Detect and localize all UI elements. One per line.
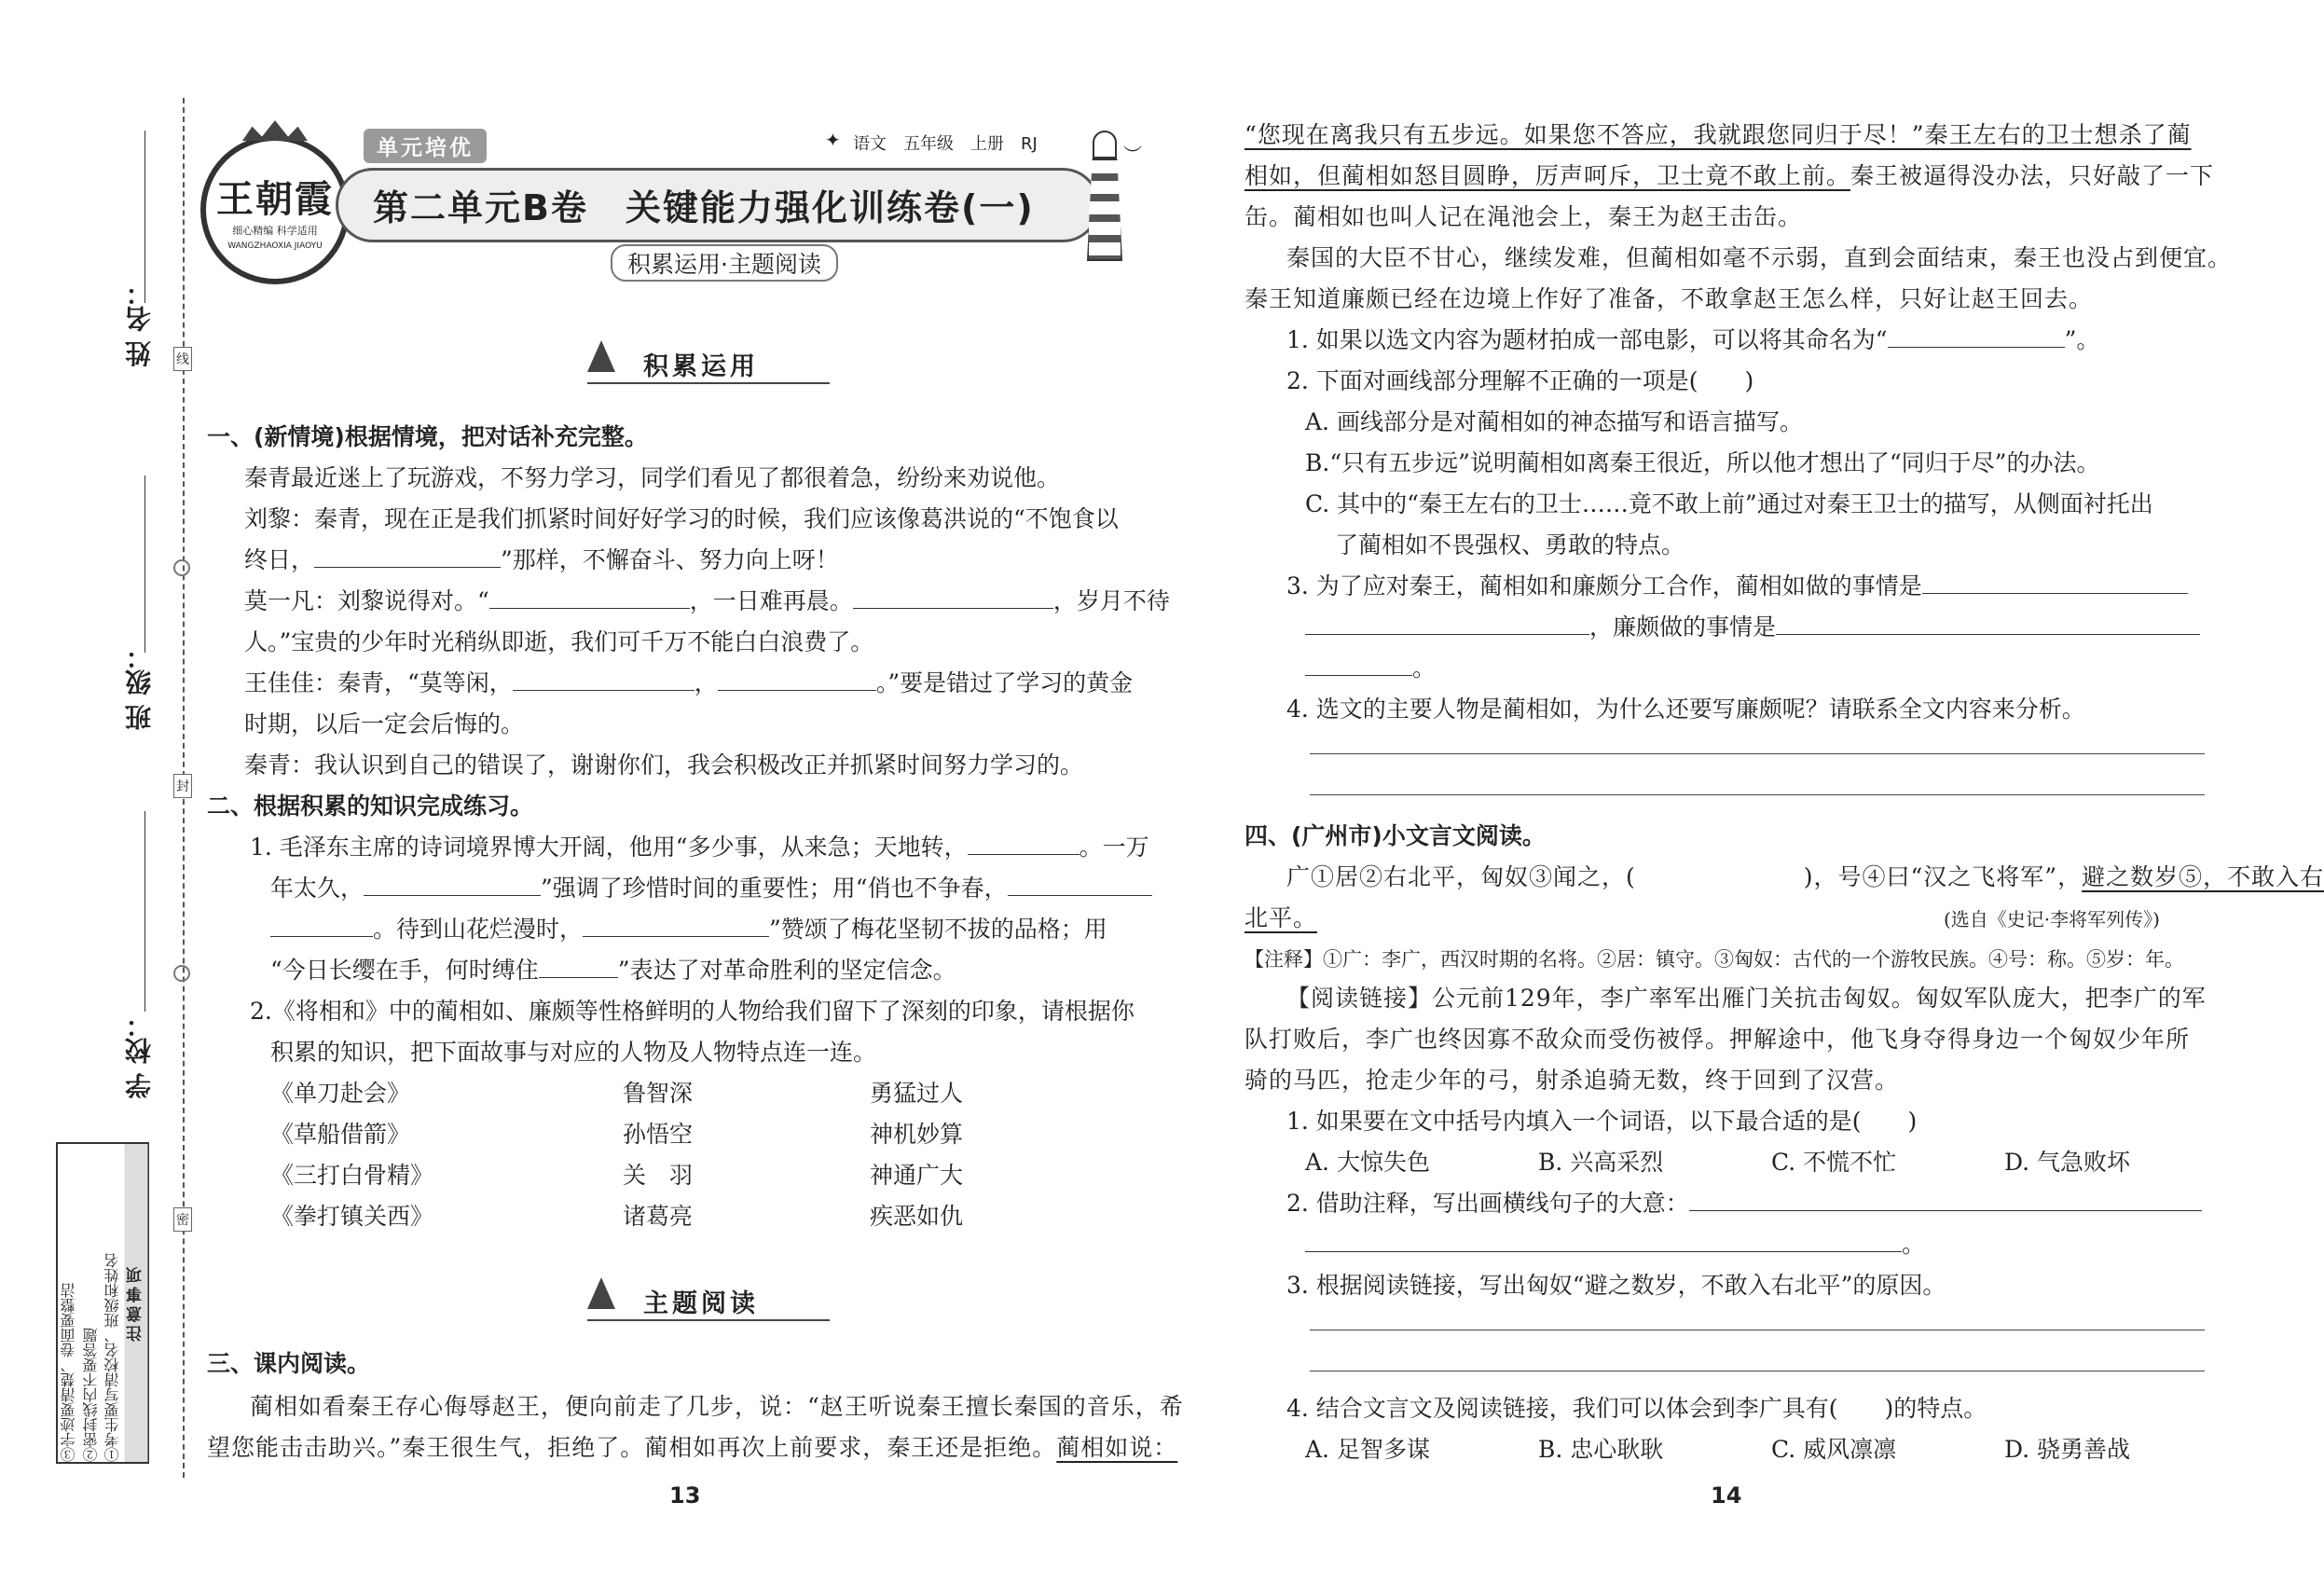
- q3-2-option-b[interactable]: B.“只有五步远”说明蔺相如离秦王很近，所以他才想出了“同归于尽”的办法。: [1305, 449, 2100, 476]
- page-number-14: 14: [1711, 1482, 1742, 1509]
- q4-1-option-c[interactable]: C. 不慌不忙: [1771, 1149, 1897, 1176]
- school-label: 学 校：: [124, 1012, 155, 1099]
- q4-2-cont: 。: [1305, 1224, 1925, 1265]
- q4-1: 1. 如果要在文中括号内填入一个词语，以下最合适的是( ): [1286, 1108, 1918, 1135]
- match-story-4[interactable]: 《拳打镇关西》: [270, 1203, 434, 1230]
- match-person-2[interactable]: 孙悟空: [623, 1121, 694, 1148]
- q2-2-line-1: 2.《将相和》中的蔺相如、廉颇等性格鲜明的人物给我们留下了深刻的印象，请根据你: [250, 998, 1134, 1025]
- logo-text: 王朝霞: [216, 176, 334, 221]
- sailboat-icon: [587, 1277, 615, 1315]
- section-heading-accumulate: [587, 340, 830, 387]
- answer-line-q3-4-a[interactable]: [1310, 753, 2205, 754]
- section2-title: 主题阅读: [643, 1289, 759, 1318]
- q2-1-line-1: 1. 毛泽东主席的诗词境界博大开阔，他用“多少事，从来急；天地转， 。一万: [250, 827, 1149, 868]
- paper-subtitle: 积累运用·主题阅读: [611, 244, 838, 282]
- blank-q2-d[interactable]: [270, 913, 373, 937]
- blank-q4-2-b[interactable]: [1305, 1228, 1902, 1252]
- blank-q2-e[interactable]: [583, 913, 769, 937]
- q2-2-line-2: 积累的知识，把下面故事与对应的人物及人物特点连一连。: [270, 1039, 877, 1066]
- match-trait-3[interactable]: 神通广大: [870, 1162, 964, 1189]
- seal-mark-seal: 封: [173, 774, 192, 798]
- passage-line-5: 秦王知道廉颇已经在边境上作好了准备，不敢拿赵王怎么样，只好让赵王回去。: [1245, 285, 2094, 312]
- blank-q1-e[interactable]: [718, 667, 876, 691]
- notice-item-2: ②密封线内不要答题: [81, 1328, 100, 1462]
- q4-link-1: 【阅读链接】公元前129年，李广率军出雁门关抗击匈奴。匈奴军队庞大，把李广的军: [1286, 985, 2207, 1012]
- section1-title: 积累运用: [643, 352, 759, 381]
- blank-lian-task-b[interactable]: [1305, 652, 1412, 676]
- q4-3: 3. 根据阅读链接，写出匈奴“避之数岁，不敢入右北平”的原因。: [1286, 1272, 1946, 1299]
- seal-mark-secret: 密: [173, 1207, 192, 1232]
- q3-1: 1. 如果以选文内容为题材拍成一部电影，可以将其命名为“ ”。: [1286, 320, 2099, 361]
- q3-passage-1: 蔺相如看秦王存心侮辱赵王，便向前走了几步，说：“赵王听说秦王擅长秦国的音乐，希: [250, 1393, 1184, 1420]
- match-trait-1[interactable]: 勇猛过人: [870, 1080, 964, 1107]
- passage-line-3: 缶。蔺相如也叫人记在渑池会上，秦王为赵王击缶。: [1245, 203, 1803, 230]
- sparkle-icon: ✦: [825, 129, 841, 151]
- blank-q2-a[interactable]: [968, 831, 1079, 855]
- blank-q2-f[interactable]: [539, 954, 618, 978]
- blank-lin-task-b[interactable]: [1305, 611, 1589, 635]
- q1-line-6: 王佳佳：秦青，“莫等闲， ， 。”要是错过了学习的黄金: [244, 663, 1133, 704]
- match-person-1[interactable]: 鲁智深: [623, 1080, 694, 1107]
- q1-line-5: 人。”宝贵的少年时光稍纵即逝，我们可千万不能白白浪费了。: [244, 628, 874, 655]
- q4-4-option-a[interactable]: A. 足智多谋: [1305, 1436, 1430, 1463]
- blank-q1-c[interactable]: [853, 585, 1053, 609]
- sailboat-icon: [587, 340, 615, 378]
- blank-movie-title[interactable]: [1888, 324, 2065, 348]
- q4-1-option-d[interactable]: D. 气急败坏: [2004, 1149, 2131, 1176]
- logo-badge: [200, 135, 350, 284]
- blank-q1-b[interactable]: [489, 585, 690, 609]
- q1-line-4: 莫一凡：刘黎说得对。“ ，一日难再晨。 ，岁月不待: [244, 581, 1170, 622]
- seagull-icon: ︶: [1123, 144, 1142, 166]
- q2-1-line-3: 。待到山花烂漫时， ”赞颂了梅花坚韧不拔的品格；用: [270, 909, 1107, 950]
- q2-1-line-2: 年太久， ”强调了珍惜时间的重要性；用“俏也不争春，: [270, 868, 1152, 909]
- q1-heading: 一、(新情境)根据情境，把对话补充完整。: [207, 423, 648, 450]
- name-field-line: [144, 131, 145, 303]
- match-person-4[interactable]: 诸葛亮: [623, 1203, 694, 1230]
- answer-line-q3-4-b[interactable]: [1310, 794, 2205, 795]
- notice-box: [56, 1142, 149, 1464]
- q3-heading: 三、课内阅读。: [207, 1350, 371, 1377]
- q3-2-option-c-cont: 了蔺相如不畏强权、勇敢的特点。: [1335, 531, 1685, 558]
- class-label: 班 级：: [124, 643, 155, 731]
- logo-ring: WANGZHAOXIA JIAOYU: [227, 241, 323, 251]
- school-field-line: [144, 811, 145, 1012]
- class-field-line: [144, 476, 145, 653]
- q1-line-8: 秦青：我认识到自己的错误了，谢谢你们，我会积极改正并抓紧时间努力学习的。: [244, 751, 1084, 779]
- q3-2-option-a[interactable]: A. 画线部分是对蔺相如的神态描写和语言描写。: [1305, 408, 1803, 435]
- series-tab: 单元培优: [364, 129, 487, 163]
- q2-1-line-4: “今日长缨在手，何时缚住 ”表达了对革命胜利的坚定信念。: [270, 950, 956, 991]
- underlined-passage-start: 蔺相如说：: [1056, 1434, 1178, 1461]
- match-story-3[interactable]: 《三打白骨精》: [270, 1162, 434, 1189]
- blank-q2-c[interactable]: [1008, 872, 1152, 896]
- q3-3-cont: ，廉颇做的事情是: [1305, 607, 2200, 648]
- match-trait-2[interactable]: 神机妙算: [870, 1121, 964, 1148]
- q4-source: (选自《史记·李将军列传》): [1944, 908, 2160, 930]
- q4-link-2: 队打败后，李广也终因寡不敌众而受伤被俘。押解途中，他飞身夺得身边一个匈奴少年所: [1245, 1026, 2191, 1053]
- paper-title: 第二单元B卷 关键能力强化训练卷(一): [373, 187, 1035, 228]
- seal-mark-line: 线: [173, 347, 192, 371]
- name-label: 姓 名：: [124, 280, 155, 367]
- q3-2: 2. 下面对画线部分理解不正确的一项是( ): [1286, 367, 1754, 394]
- q4-note: 【注释】①广：李广，西汉时期的名将。②居：镇守。③匈奴：古代的一个游牧民族。④号：称。⑤岁：年。: [1245, 948, 2184, 971]
- q2-heading: 二、根据积累的知识完成练习。: [207, 792, 534, 820]
- q4-4-option-d[interactable]: D. 骁勇善战: [2004, 1436, 2131, 1463]
- passage-line-1: “您现在离我只有五步远。如果您不答应，我就跟您同归于尽！”秦王左右的卫士想杀了蔺: [1245, 121, 2192, 148]
- q3-3-end: 。: [1305, 648, 1436, 689]
- blank-q1-d[interactable]: [513, 667, 694, 691]
- q4-4-option-b[interactable]: B. 忠心耿耿: [1538, 1436, 1664, 1463]
- match-story-1[interactable]: 《单刀赴会》: [270, 1080, 411, 1107]
- q4-4: 4. 结合文言文及阅读链接，我们可以体会到李广具有( )的特点。: [1286, 1395, 1987, 1422]
- q4-4-option-c[interactable]: C. 威风凛凛: [1771, 1436, 1897, 1463]
- q4-1-option-b[interactable]: B. 兴高采烈: [1538, 1149, 1664, 1176]
- q4-text-2: 北平。: [1245, 904, 1318, 931]
- match-person-3[interactable]: 关 羽: [623, 1162, 694, 1189]
- q1-line-2: 刘黎：秦青，现在正是我们抓紧时间好好学习的时候，我们应该像葛洪说的“不饱食以: [244, 505, 1119, 532]
- blank-lian-task-a[interactable]: [1776, 611, 2200, 635]
- circle-mark-1: [173, 559, 190, 576]
- blank-q4-2-a[interactable]: [1689, 1187, 2202, 1211]
- match-trait-4[interactable]: 疾恶如仇: [870, 1203, 964, 1230]
- q4-text-1: 广①居②右北平，匈奴③闻之，( )，号④曰“汉之飞将军”，避之数岁⑤，不敢入右: [1286, 863, 2324, 890]
- logo-crown-icon: [242, 120, 308, 141]
- q1-line-1: 秦青最近迷上了玩游戏，不努力学习，同学们看见了都很着急，纷纷来劝说他。: [244, 464, 1061, 491]
- grade-meta: 语文 五年级 上册 RJ: [853, 134, 1038, 154]
- q4-heading: 四、(广州市)小文言文阅读。: [1245, 822, 1546, 849]
- q3-passage-2: 望您能击击助兴。”秦王很生气，拒绝了。蔺相如再次上前要求，秦王还是拒绝。蔺相如说：: [207, 1434, 1178, 1461]
- q3-2-option-c[interactable]: C. 其中的“秦王左右的卫士……竟不敢上前”通过对秦王卫士的描写，从侧面衬托出: [1305, 490, 2153, 517]
- lighthouse-icon: [1081, 131, 1128, 261]
- passage-line-2: 相如，但蔺相如怒目圆睁，厉声呵斥，卫士竟不敢上前。秦王被逼得没办法，只好敲了一下: [1245, 162, 2215, 189]
- circle-mark-2: [173, 965, 190, 982]
- q3-3: 3. 为了应对秦王，蔺相如和廉颇分工合作，蔺相如做的事情是: [1286, 566, 2188, 607]
- q4-1-option-a[interactable]: A. 大惊失色: [1305, 1149, 1430, 1176]
- blank-lin-task-a[interactable]: [1922, 570, 2188, 594]
- match-story-2[interactable]: 《草船借箭》: [270, 1121, 411, 1148]
- q3-4: 4. 选文的主要人物是蔺相如，为什么还要写廉颇呢？请联系全文内容来分析。: [1286, 696, 2085, 723]
- q4-link-3: 骑的马匹，抢走少年的弓，射杀追骑无数，终于回到了汉营。: [1245, 1067, 1900, 1094]
- q4-2: 2. 借助注释，写出画横线句子的大意：: [1286, 1183, 2202, 1224]
- notice-item-3: ③字迹要清楚、卷面要整洁: [59, 1283, 77, 1462]
- blank-q1-a[interactable]: [314, 544, 501, 568]
- q1-line-7: 时期，以后一定会后悔的。: [244, 710, 525, 737]
- section-heading-reading: [587, 1277, 830, 1324]
- notice-title: 注意事项: [124, 1144, 147, 1462]
- notice-item-1: ①考生要写清校名、班级和姓名: [103, 1253, 122, 1462]
- q1-line-3: 终日， ”那样，不懈奋斗、努力向上呀！: [244, 540, 839, 581]
- page-number-13: 13: [669, 1482, 701, 1509]
- passage-line-4: 秦国的大臣不甘心，继续发难，但蔺相如毫不示弱，直到会面结束，秦王也没占到便宜。: [1286, 244, 2233, 271]
- logo-sub: 细心精编 科学适用: [232, 224, 318, 237]
- blank-q2-b[interactable]: [364, 872, 541, 896]
